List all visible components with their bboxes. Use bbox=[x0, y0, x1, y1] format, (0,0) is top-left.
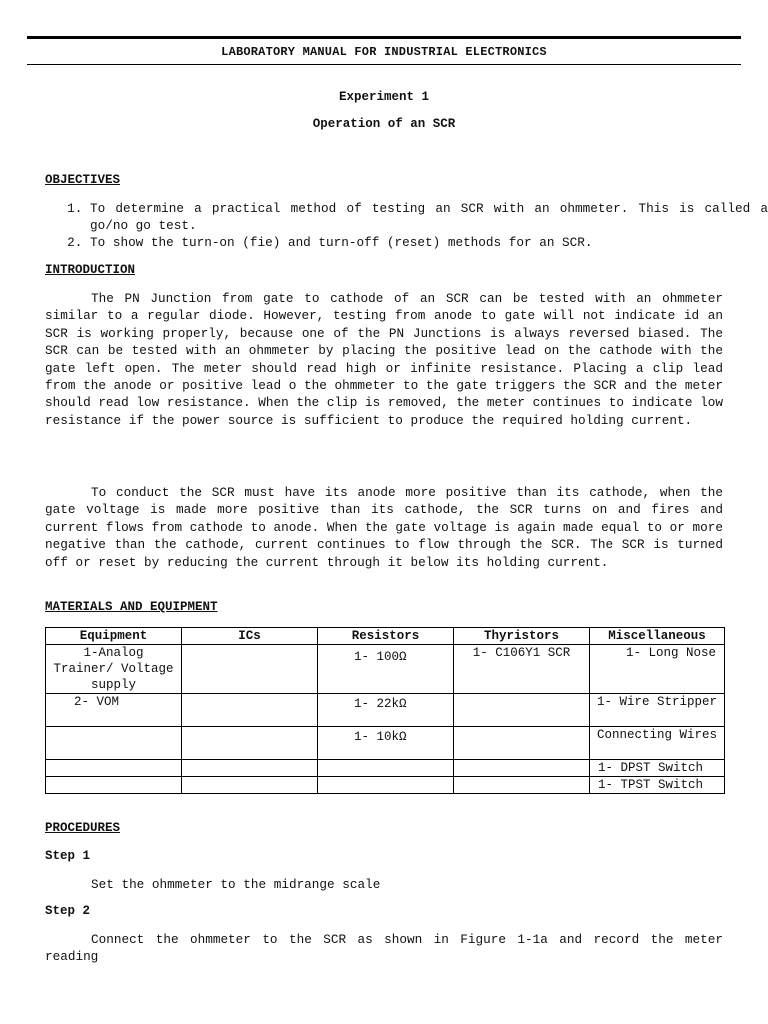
column-header: Thyristors bbox=[454, 628, 590, 645]
procedures-heading: PROCEDURES bbox=[45, 821, 121, 835]
step-text: Set the ohmmeter to the midrange scale bbox=[91, 877, 381, 892]
table-header-row bbox=[46, 628, 725, 645]
objective-item: 1. To determine a practical method of testing an SCR with an ohmmeter. This is called a go/no go test. bbox=[90, 200, 768, 234]
table-cell bbox=[182, 727, 318, 760]
table-cell bbox=[182, 760, 318, 777]
table-cell: 2- VOM bbox=[46, 694, 182, 727]
table-cell: 1- 22kΩ bbox=[318, 694, 454, 727]
table-cell bbox=[454, 760, 590, 777]
header-rule-top bbox=[27, 36, 741, 39]
table-row bbox=[46, 694, 725, 727]
table-cell: 1- 10kΩ bbox=[318, 727, 454, 760]
table-cell bbox=[318, 777, 454, 794]
column-header: Resistors bbox=[318, 628, 454, 645]
introduction-paragraph: The PN Junction from gate to cathode of an SCR can be tested with an ohmmeter similar to a regular diode. However, testing from anode to gate will not indicate id an SCR is working properly, because one of the PN Junctions is always reversed biased. The SCR can be tested with an ohmmeter by placing the positive lead on the cathode with the gate left open. The meter should read high or infinite resistance. Placing a clip lead from the anode or positive lead o the ohmmeter to the gate triggers the SCR and the meter should read low resistance. When the clip is removed, the meter continues to indicate low resistance if the power source is sufficient to produce the required holding current. bbox=[45, 291, 731, 428]
step-label: Step 1 bbox=[45, 849, 91, 863]
table-cell bbox=[46, 727, 182, 760]
table-row bbox=[46, 777, 725, 794]
table-row bbox=[46, 645, 725, 694]
table-cell: Connecting Wires bbox=[590, 727, 725, 760]
column-header: ICs bbox=[182, 628, 318, 645]
table-cell bbox=[182, 777, 318, 794]
table-cell: 1- 100Ω bbox=[318, 645, 454, 694]
table-cell bbox=[182, 694, 318, 727]
column-header: Equipment bbox=[46, 628, 182, 645]
step-label: Step 2 bbox=[45, 904, 91, 918]
objective-item: 2. To show the turn-on (fie) and turn-off (reset) methods for an SCR. bbox=[90, 234, 768, 251]
introduction-paragraph: To conduct the SCR must have its anode more positive than its cathode, when the gate voltage is made more positive than its cathode, the SCR turns on and fires and current flows from cathode to anode. When the gate voltage is again made equal to or more negative than the cathode, current continues to flow through the SCR. The SCR is turned off or reset by reducing the current through it below its holding current. bbox=[45, 485, 731, 570]
table-cell bbox=[318, 760, 454, 777]
manual-title: LABORATORY MANUAL FOR INDUSTRIAL ELECTRONICS bbox=[221, 45, 547, 59]
introduction-heading: INTRODUCTION bbox=[45, 263, 136, 277]
materials-table bbox=[45, 627, 725, 794]
experiment-title: Operation of an SCR bbox=[312, 117, 456, 131]
table-row bbox=[46, 760, 725, 777]
header-rule-bottom bbox=[27, 64, 741, 65]
table-cell bbox=[454, 694, 590, 727]
table-cell: 1-Analog Trainer/ Voltage supply bbox=[46, 645, 182, 694]
table-cell: 1- Long Nose bbox=[590, 645, 725, 694]
step-text: Connect the ohmmeter to the SCR as shown in Figure 1-1a and record the meter reading bbox=[45, 932, 731, 965]
table-cell bbox=[46, 760, 182, 777]
table-cell: 1- Wire Stripper bbox=[590, 694, 725, 727]
table-cell bbox=[454, 727, 590, 760]
experiment-number: Experiment 1 bbox=[338, 90, 429, 104]
table-cell: 1- C106Y1 SCR bbox=[454, 645, 590, 694]
materials-heading: MATERIALS AND EQUIPMENT bbox=[45, 600, 218, 614]
table-cell: 1- TPST Switch bbox=[590, 777, 725, 794]
table-cell bbox=[182, 645, 318, 694]
column-header: Miscellaneous bbox=[590, 628, 725, 645]
table-row bbox=[46, 727, 725, 760]
objectives-list bbox=[45, 200, 768, 251]
table-cell bbox=[46, 777, 182, 794]
table-cell: 1- DPST Switch bbox=[590, 760, 725, 777]
table-cell bbox=[454, 777, 590, 794]
objectives-heading: OBJECTIVES bbox=[45, 173, 121, 187]
